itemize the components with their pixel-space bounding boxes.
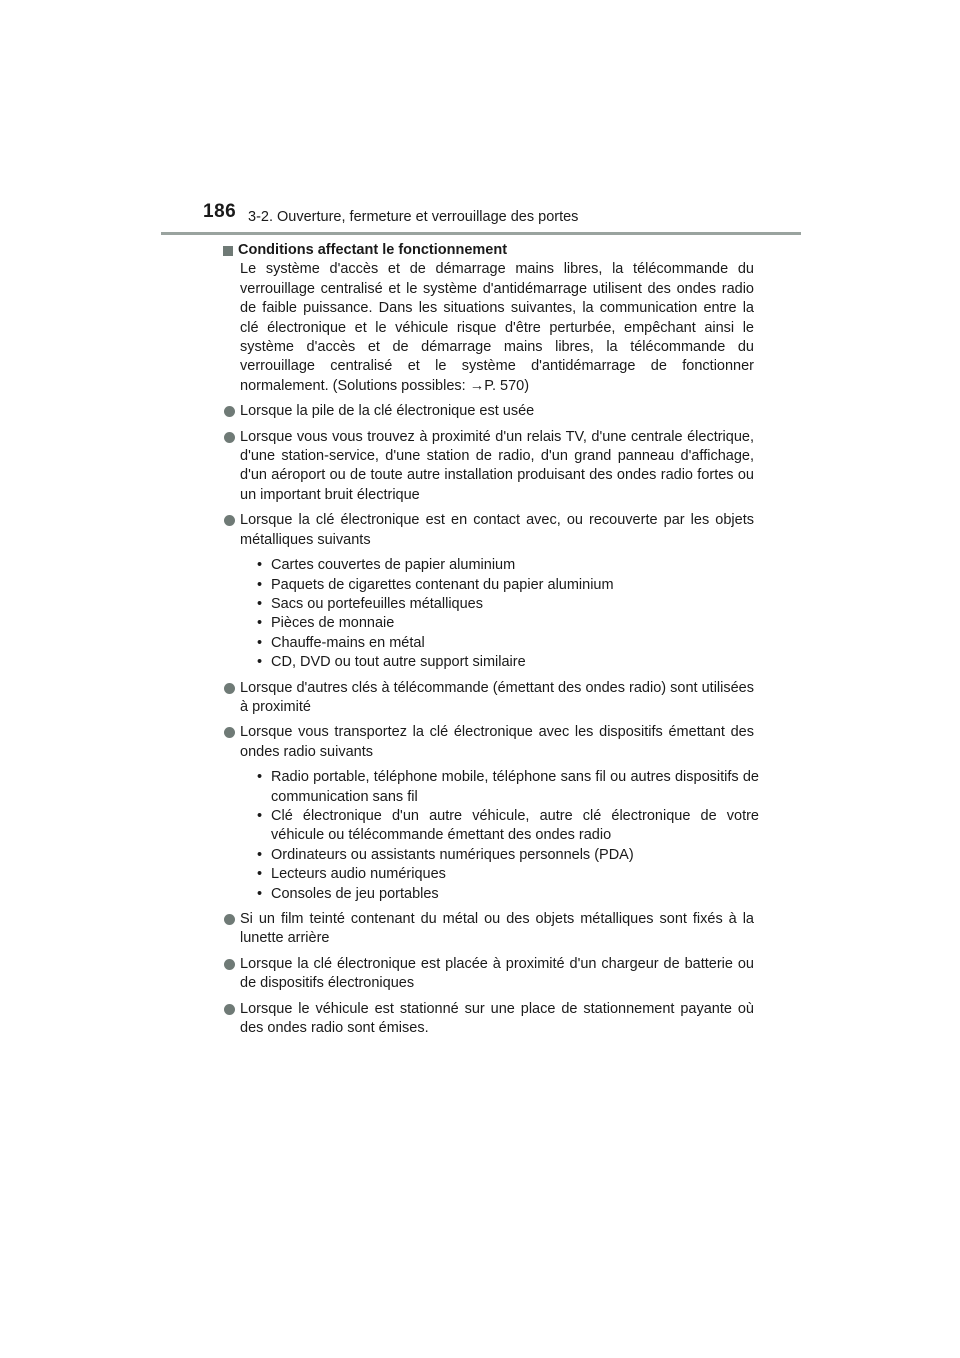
circle-bullet-icon [224,959,235,970]
small-bullet-icon: • [257,595,263,612]
list-item [224,402,754,421]
list-item-text: Lorsque vous transportez la clé électronique avec les dispositifs émettant des ondes radio suivants [240,724,754,760]
sub-list-item [240,653,759,672]
sub-list-item-text: Lecteurs audio numériques [271,866,446,883]
sub-list-item [240,614,759,633]
list-item [224,679,754,718]
list-item-text: Lorsque le véhicule est stationné sur une place de stationnement payante où des ondes radio sont émises. [240,1000,754,1037]
list-item-text: Lorsque la clé électronique est en contact avec, ou recouverte par les objets métalliques suivants [240,512,754,548]
section-title: 3-2. Ouverture, fermeture et verrouillage des portes [248,209,579,225]
sub-list-item [240,576,759,595]
circle-bullet-icon [224,914,235,925]
subheading-text: Conditions affectant le fonctionnement [238,242,508,258]
list-item [224,910,754,949]
small-bullet-icon: • [257,557,263,574]
sub-list-item [240,885,759,904]
sub-list-item [240,846,759,865]
sub-list [240,556,754,672]
sub-list-item [240,595,759,614]
list-item [224,428,754,506]
circle-bullet-icon [224,727,235,738]
small-bullet-icon: • [257,634,263,651]
sub-list-item [240,768,759,807]
sub-list-item-text: Sacs ou portefeuilles métalliques [271,595,483,612]
list-item-text: Lorsque d'autres clés à télécommande (émettant des ondes radio) sont utilisées à proximité [240,679,754,715]
list-item [224,723,759,904]
sub-list-item-text: Cartes couvertes de papier aluminium [271,557,516,574]
sub-list-item-text: Paquets de cigarettes contenant du papier aluminium [271,576,614,593]
circle-bullet-icon [224,432,235,443]
small-bullet-icon: • [257,576,263,593]
circle-bullet-icon [224,683,235,694]
sub-list-item [240,556,759,575]
sub-list-item [240,634,759,653]
sub-list-item-text: Chauffe-mains en métal [271,634,425,651]
sub-list-item [240,807,759,846]
list-item-text: Si un film teinté contenant du métal ou des objets métalliques sont fixés à la lunette arrière [240,911,754,947]
list-item-text: Lorsque vous vous trouvez à proximité d'un relais TV, d'une centrale électrique, d'une station-service, d'une station de radio, d'un grand panneau d'affichage, d'un aéroport ou de toute autre installation produisant des ondes radio fortes ou un important bruit électrique [240,428,754,503]
main-content [224,241,759,1038]
list-item-text: Lorsque la clé électronique est placée à proximité d'un chargeur de batterie ou de dispositifs électroniques [240,955,754,992]
circle-bullet-icon [224,1004,235,1015]
sub-list-item-text: Radio portable, téléphone mobile, téléphone sans fil ou autres dispositifs de communication sans fil [271,769,759,805]
list-item [224,955,754,994]
sub-list-item-text: Pièces de monnaie [271,615,395,632]
intro-paragraph: Le système d'accès et de démarrage mains libres, la télécommande du verrouillage centralisé et le système d'antidémarrage utilisent des ondes radio de faible puissance. Dans les situations suivantes, la communication entre la clé électronique et le véhicule risque d'être perturbée, empêchant ainsi le système d'accès et de démarrage mains libres, la télécommande du verrouillage centralisé et le système d'antidémarrage de fonctionner normalement. (Solutions possibles: →P. 570) [240,261,754,394]
small-bullet-icon: • [257,615,263,632]
sub-list-item-text: Ordinateurs ou assistants numériques personnels (PDA) [271,846,634,863]
circle-bullet-icon [224,515,235,526]
small-bullet-icon: • [257,885,263,902]
circle-bullet-icon [224,406,235,417]
page-number: 186 [203,201,237,222]
sub-list-item-text: CD, DVD ou tout autre support similaire [271,654,526,671]
list-item-text: Lorsque la pile de la clé électronique est usée [240,403,535,420]
sub-list-item [240,865,759,884]
bullet-list [224,402,759,1038]
header-divider [161,232,801,235]
small-bullet-icon: • [257,769,263,786]
small-bullet-icon: • [257,866,263,883]
small-bullet-icon: • [257,807,263,824]
list-item [224,511,754,672]
small-bullet-icon: • [257,846,263,863]
sub-list [240,768,759,904]
list-item [224,1000,754,1039]
sub-list-item-text: Clé électronique d'un autre véhicule, autre clé électronique de votre véhicule ou télécommande émettant des ondes radio [271,807,759,844]
small-bullet-icon: • [257,654,263,671]
subheading [223,241,754,260]
sub-list-item-text: Consoles de jeu portables [271,885,439,902]
square-bullet-icon [223,246,233,256]
